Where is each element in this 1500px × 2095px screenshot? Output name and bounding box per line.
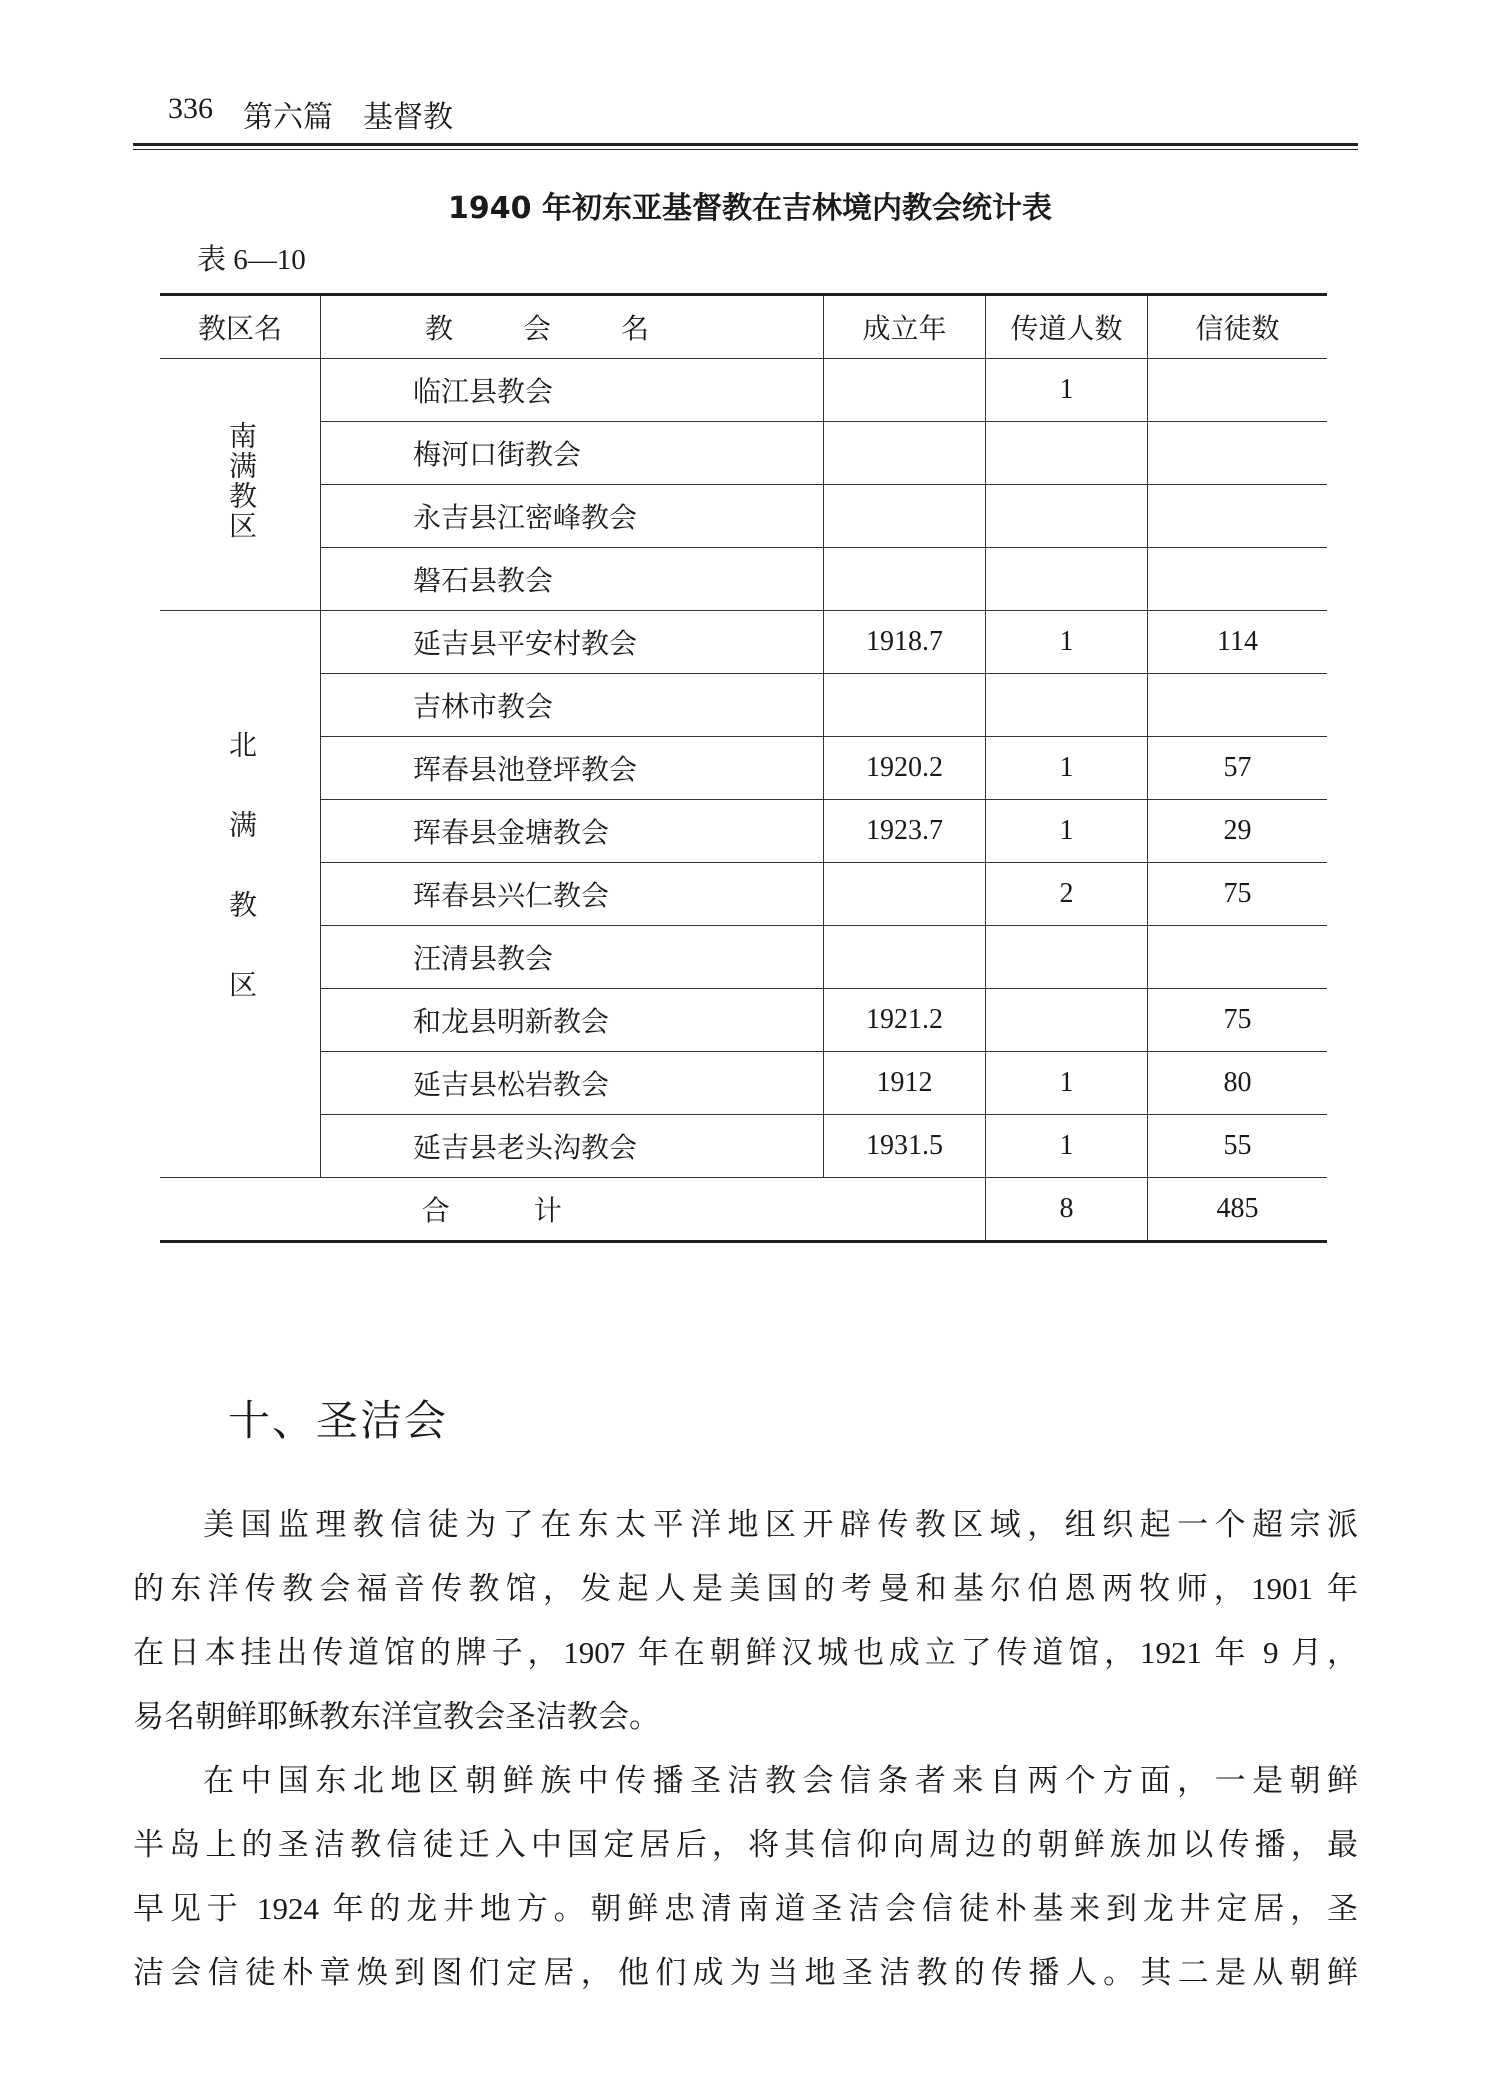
table-row <box>160 800 1327 863</box>
believers-cell <box>1148 359 1328 422</box>
preachers-cell <box>986 989 1148 1052</box>
believers-cell: 57 <box>1148 737 1328 800</box>
column-header: 传道人数 <box>986 295 1148 359</box>
preachers-cell: 1 <box>986 737 1148 800</box>
chapter-title: 基督教 <box>363 101 453 134</box>
table-row <box>160 422 1327 485</box>
paragraph-line: 洁会信徒朴章焕到图们定居，他们成为当地圣洁教的传播人。其二是从朝鲜 <box>133 1955 1358 1990</box>
year-cell <box>824 674 986 737</box>
preachers-cell <box>986 485 1148 548</box>
paragraph-line: 在中国东北地区朝鲜族中传播圣洁教会信条者来自两个方面，一是朝鲜 <box>203 1763 1358 1798</box>
preachers-cell: 1 <box>986 1115 1148 1178</box>
year-cell <box>824 359 986 422</box>
church-cell: 梅河口街教会 <box>321 422 824 485</box>
table-row <box>160 1052 1327 1115</box>
column-header: 教区名 <box>160 295 321 359</box>
church-cell: 延吉县松岩教会 <box>321 1052 824 1115</box>
church-cell: 临江县教会 <box>321 359 824 422</box>
total-label: 合 计 <box>160 1178 824 1242</box>
believers-cell <box>1148 674 1328 737</box>
paragraph-line: 美国监理教信徒为了在东太平洋地区开辟传教区域，组织起一个超宗派 <box>203 1507 1358 1542</box>
region-name: 北满教区 <box>225 730 256 1050</box>
table-number: 表 6—10 <box>197 244 306 276</box>
believers-cell <box>1148 548 1328 611</box>
paragraph-line: 在日本挂出传道馆的牌子，1907 年在朝鲜汉城也成立了传道馆，1921 年 9 月， <box>133 1635 1358 1670</box>
year-cell <box>824 548 986 611</box>
column-header: 教会名 <box>321 295 824 359</box>
header-rule-thin <box>133 149 1358 150</box>
church-cell: 永吉县江密峰教会 <box>321 485 824 548</box>
church-cell: 珲春县金塘教会 <box>321 800 824 863</box>
region-cell <box>160 359 321 611</box>
table-row <box>160 863 1327 926</box>
church-cell: 延吉县平安村教会 <box>321 611 824 674</box>
region-name: 南满教区 <box>225 420 256 541</box>
believers-cell: 29 <box>1148 800 1328 863</box>
year-cell: 1921.2 <box>824 989 986 1052</box>
total-preachers: 8 <box>986 1178 1148 1242</box>
table-header-row <box>160 295 1327 359</box>
column-header: 成立年 <box>824 295 986 359</box>
paragraph-line: 早见于 1924 年的龙井地方。朝鲜忠清南道圣洁会信徒朴基来到龙井定居，圣 <box>133 1891 1358 1926</box>
year-cell <box>824 422 986 485</box>
total-row <box>160 1178 1327 1242</box>
church-cell: 珲春县兴仁教会 <box>321 863 824 926</box>
table-row <box>160 989 1327 1052</box>
table-row <box>160 485 1327 548</box>
preachers-cell: 1 <box>986 359 1148 422</box>
table-row <box>160 611 1327 674</box>
total-year <box>824 1178 986 1242</box>
part-title: 第六篇 <box>243 101 333 134</box>
year-cell: 1912 <box>824 1052 986 1115</box>
believers-cell: 75 <box>1148 989 1328 1052</box>
paragraph-line: 的东洋传教会福音传教馆，发起人是美国的考曼和基尔伯恩两牧师，1901 年 <box>133 1571 1358 1606</box>
church-cell: 吉林市教会 <box>321 674 824 737</box>
table-row <box>160 674 1327 737</box>
page-number: 336 <box>168 92 213 125</box>
preachers-cell <box>986 548 1148 611</box>
believers-cell <box>1148 485 1328 548</box>
year-cell: 1931.5 <box>824 1115 986 1178</box>
year-cell <box>824 926 986 989</box>
preachers-cell: 1 <box>986 800 1148 863</box>
preachers-cell: 2 <box>986 863 1148 926</box>
table-row <box>160 548 1327 611</box>
church-cell: 延吉县老头沟教会 <box>321 1115 824 1178</box>
total-believers: 485 <box>1148 1178 1328 1242</box>
table-title: 1940 年初东亚基督教在吉林境内教会统计表 <box>448 191 1052 226</box>
church-cell: 和龙县明新教会 <box>321 989 824 1052</box>
paragraph-line: 易名朝鲜耶稣教东洋宣教会圣洁教会。 <box>133 1699 660 1734</box>
believers-cell: 114 <box>1148 611 1328 674</box>
table-row <box>160 1115 1327 1178</box>
year-cell: 1918.7 <box>824 611 986 674</box>
believers-cell <box>1148 422 1328 485</box>
church-cell: 磐石县教会 <box>321 548 824 611</box>
year-cell <box>824 485 986 548</box>
church-statistics-table <box>160 293 1327 1243</box>
table-row <box>160 926 1327 989</box>
year-cell: 1923.7 <box>824 800 986 863</box>
paragraph-line: 半岛上的圣洁教信徒迁入中国定居后，将其信仰向周边的朝鲜族加以传播，最 <box>133 1827 1358 1862</box>
church-cell: 珲春县池登坪教会 <box>321 737 824 800</box>
table-row <box>160 737 1327 800</box>
believers-cell: 80 <box>1148 1052 1328 1115</box>
believers-cell <box>1148 926 1328 989</box>
preachers-cell: 1 <box>986 611 1148 674</box>
section-heading: 十、圣洁会 <box>228 1399 449 1445</box>
table-row <box>160 359 1327 422</box>
region-cell <box>160 611 321 1178</box>
believers-cell: 75 <box>1148 863 1328 926</box>
preachers-cell <box>986 422 1148 485</box>
church-cell: 汪清县教会 <box>321 926 824 989</box>
preachers-cell <box>986 674 1148 737</box>
preachers-cell: 1 <box>986 1052 1148 1115</box>
year-cell: 1920.2 <box>824 737 986 800</box>
believers-cell: 55 <box>1148 1115 1328 1178</box>
running-header <box>168 92 453 136</box>
preachers-cell <box>986 926 1148 989</box>
body-text <box>133 1493 1358 2005</box>
column-header: 信徒数 <box>1148 295 1328 359</box>
year-cell <box>824 863 986 926</box>
header-rule <box>133 143 1358 146</box>
